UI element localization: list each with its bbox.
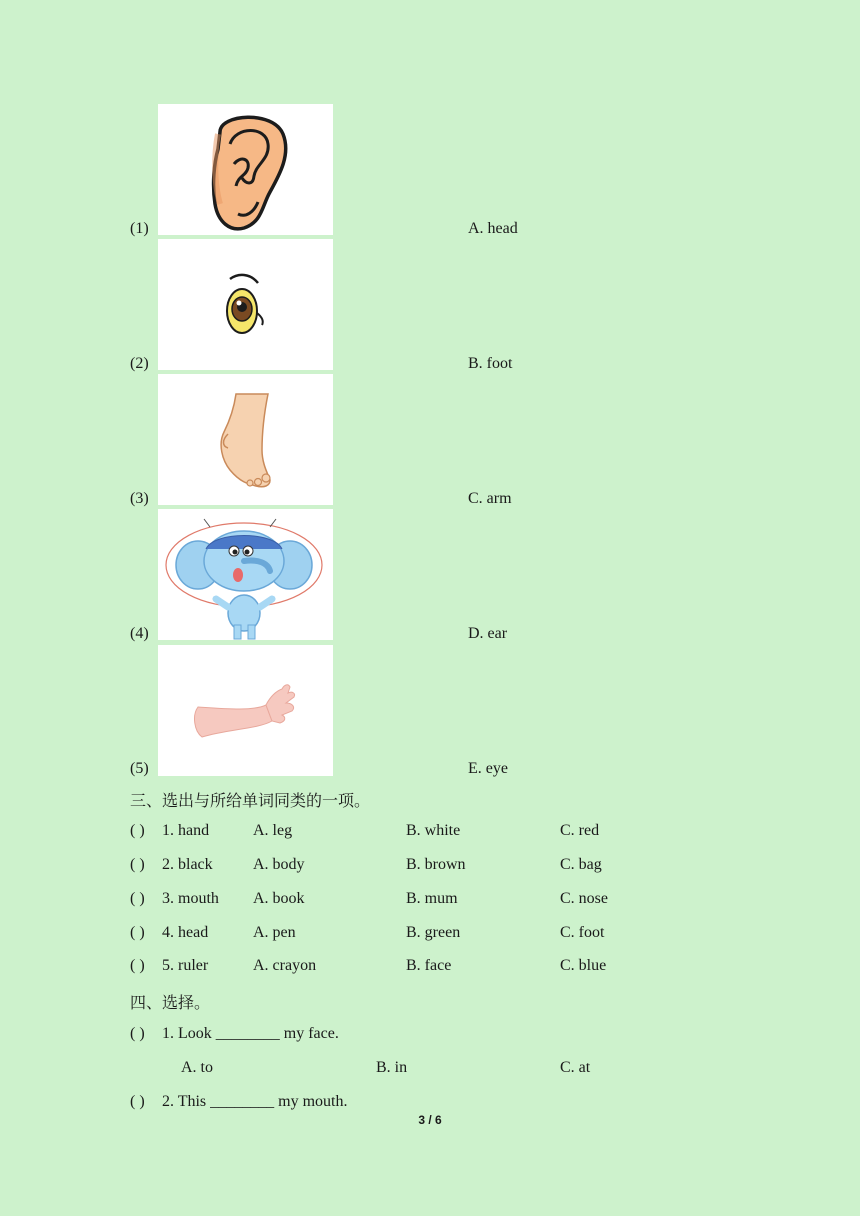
answer-blank[interactable]: ( ) xyxy=(130,924,145,941)
answer-blank[interactable]: ( ) xyxy=(130,822,145,839)
eye-picture xyxy=(158,239,333,370)
question-word: 4. head xyxy=(162,924,209,941)
option-b: B. in xyxy=(376,1059,408,1076)
option-c: C. blue xyxy=(560,957,607,974)
question-word: 2. black xyxy=(162,856,213,873)
item-number: (2) xyxy=(130,355,149,372)
question-text: 2. This ________ my mouth. xyxy=(162,1093,348,1110)
question-word: 3. mouth xyxy=(162,890,219,907)
ear-picture xyxy=(158,104,333,235)
foot-picture xyxy=(158,374,333,505)
question-text: 1. Look ________ my face. xyxy=(162,1025,339,1042)
option-a: A. crayon xyxy=(253,957,317,974)
option-b: B. brown xyxy=(406,856,466,873)
option-a: A. to xyxy=(181,1059,213,1076)
option-a: A. body xyxy=(253,856,305,873)
item-number: (5) xyxy=(130,760,149,777)
option-c: C. nose xyxy=(560,890,608,907)
option-a: A. pen xyxy=(253,924,296,941)
option-b: B. green xyxy=(406,924,461,941)
option-b: B. white xyxy=(406,822,461,839)
option-label: A. head xyxy=(468,220,518,237)
page-number: 3 / 6 xyxy=(418,1113,442,1127)
option-b: B. mum xyxy=(406,890,458,907)
arm-picture xyxy=(158,645,333,776)
option-label: C. arm xyxy=(468,490,512,507)
option-label: B. foot xyxy=(468,355,513,372)
option-c: C. at xyxy=(560,1059,591,1076)
cartoon-elephant-picture xyxy=(158,509,333,640)
option-a: A. book xyxy=(253,890,305,907)
option-c: C. red xyxy=(560,822,600,839)
item-number: (1) xyxy=(130,220,149,237)
question-word: 1. hand xyxy=(162,822,210,839)
answer-blank[interactable]: ( ) xyxy=(130,890,145,907)
section-heading: 四、选择。 xyxy=(130,993,211,1012)
option-b: B. face xyxy=(406,957,452,974)
option-c: C. bag xyxy=(560,856,602,873)
item-number: (3) xyxy=(130,490,149,507)
answer-blank[interactable]: ( ) xyxy=(130,1025,145,1042)
answer-blank[interactable]: ( ) xyxy=(130,957,145,974)
option-a: A. leg xyxy=(253,822,293,839)
option-c: C. foot xyxy=(560,924,605,941)
question-word: 5. ruler xyxy=(162,957,209,974)
section-heading: 三、选出与所给单词同类的一项。 xyxy=(130,791,371,810)
option-label: D. ear xyxy=(468,625,508,642)
answer-blank[interactable]: ( ) xyxy=(130,1093,145,1110)
item-number: (4) xyxy=(130,625,149,642)
answer-blank[interactable]: ( ) xyxy=(130,856,145,873)
option-label: E. eye xyxy=(468,760,508,777)
